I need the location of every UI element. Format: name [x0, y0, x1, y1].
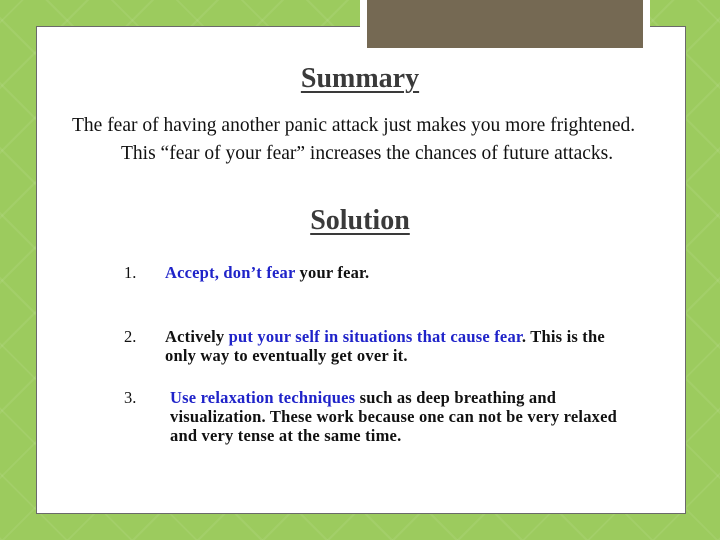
- summary-paragraph: [72, 112, 692, 168]
- step-number: 3.: [124, 388, 137, 407]
- summary-heading: Summary: [300, 63, 420, 94]
- step-1-rest: your fear.: [295, 263, 370, 282]
- step-2-highlight: put your self in situations that cause fear: [228, 327, 522, 346]
- solution-heading: Solution: [310, 205, 410, 236]
- summary-line-2: This “fear of your fear” increases the chances of future attacks.: [121, 143, 614, 164]
- step-1-highlight: Accept, don’t fear: [165, 263, 296, 282]
- step-number: 2.: [124, 327, 137, 346]
- step-2-lead: Actively: [165, 327, 229, 346]
- step-3-text: [170, 388, 620, 445]
- summary-line-1: The fear of having another panic attack just makes you more frightened.: [72, 115, 636, 136]
- step-number: 1.: [124, 263, 137, 282]
- title-tab-fill: [367, 0, 643, 48]
- step-3-rest: such as deep breathing and visualization. These work because one can not be very relaxed and very tense at the same time.: [170, 388, 617, 445]
- step-2-rest: . This is the only way to eventually get over it.: [165, 327, 605, 365]
- step-1-text: [165, 263, 369, 282]
- step-2-text: [165, 327, 615, 365]
- title-tab: [360, 0, 650, 56]
- step-3-highlight: Use relaxation techniques: [170, 388, 356, 407]
